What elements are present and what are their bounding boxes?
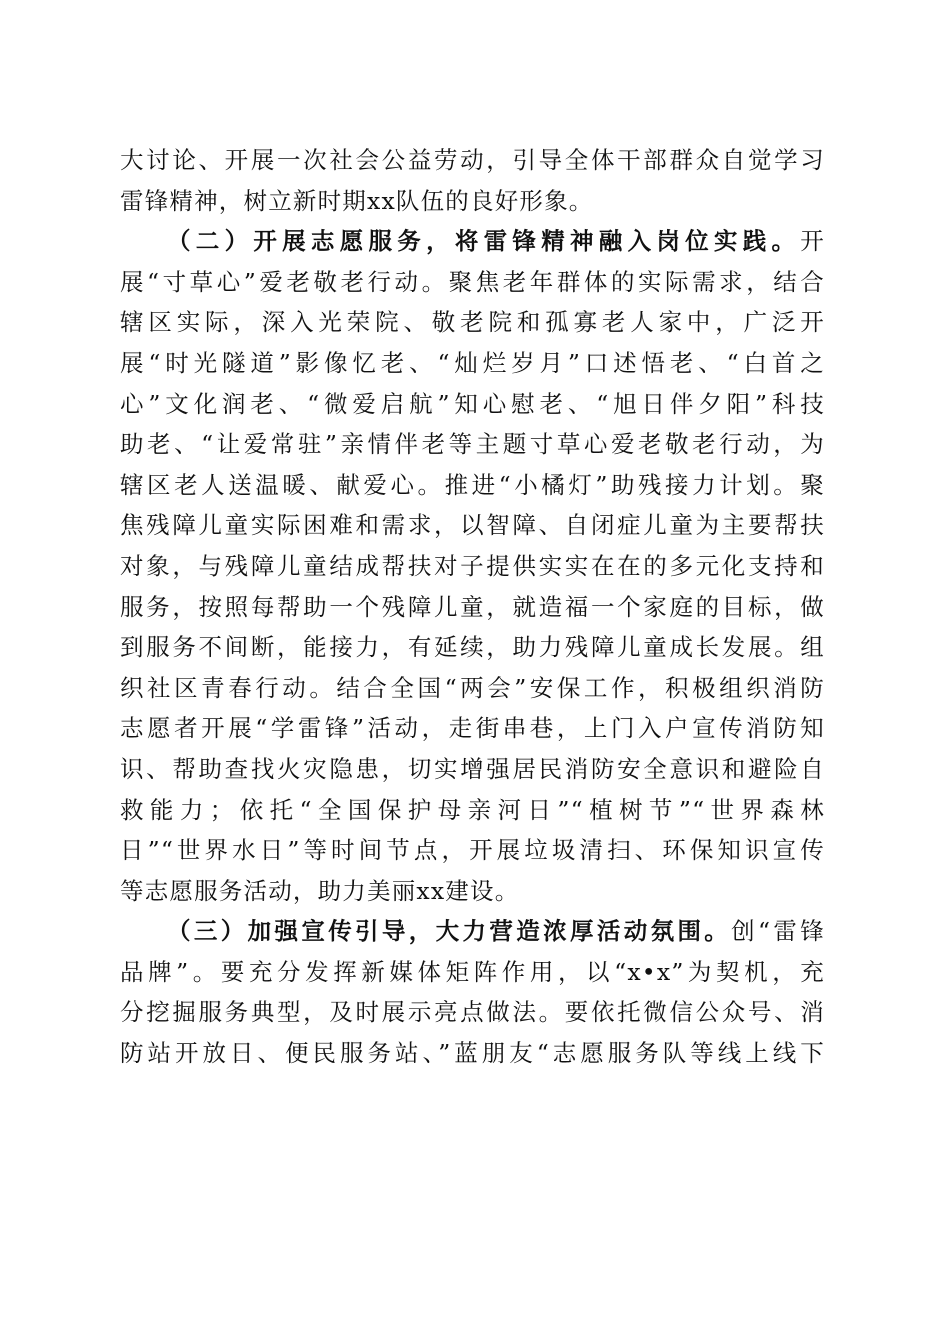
text-line: 织社区青春行动。结合全国“两会”安保工作，积极组织消防 [120, 673, 825, 702]
text-line: 大讨论、开展一次社会公益劳动，引导全体干部群众自觉学习 [120, 146, 825, 174]
text-line: 防站开放日、便民服务站、”蓝朋友“志愿服务队等线上线下 [120, 1039, 825, 1068]
text-line: 日”“世界水日”等时间节点，开展垃圾清扫、环保知识宣传 [120, 836, 825, 865]
text-line: 助老、“让爱常驻”亲情伴老等主题寸草心爱老敬老行动，为 [120, 430, 825, 459]
text-line: 志愿者开展“学雷锋”活动，走街串巷，上门入户宣传消防知 [120, 714, 825, 743]
text-line [120, 221, 825, 262]
text-line: 等志愿服务活动，助力美丽xx建设。 [120, 876, 520, 905]
text-line: 到服务不间断，能接力，有延续，助力残障儿童成长发展。组 [120, 633, 825, 662]
text-fragment: 创“雷锋 [731, 917, 825, 946]
text-line: 救能力；依托“全国保护母亲河日”“植树节”“世界森林 [120, 795, 825, 824]
body-text [120, 140, 825, 1074]
text-line: 心”文化润老、“微爱启航”知心慰老、“旭日伴夕阳”科技 [120, 389, 825, 418]
text-line [120, 911, 825, 952]
text-line: 服务，按照每帮助一个残障儿童，就造福一个家庭的目标，做 [120, 592, 825, 621]
text-line: 辖区实际，深入光荣院、敬老院和孤寡老人家中，广泛开 [120, 308, 825, 337]
paragraph-1 [120, 140, 825, 221]
text-line: 展“时光隧道”影像忆老、“灿烂岁月”口述悟老、“白首之 [120, 348, 825, 377]
text-line: 焦残障儿童实际困难和需求，以智障、自闭症儿童为主要帮扶 [120, 511, 825, 540]
text-line: 分挖掘服务典型，及时展示亮点做法。要依托微信公众号、消 [120, 998, 825, 1027]
paragraph-2 [120, 221, 825, 911]
text-line: 品牌”。要充分发挥新媒体矩阵作用，以“x•x”为契机，充 [120, 957, 825, 986]
text-fragment: 开 [800, 227, 825, 256]
paragraph-3 [120, 911, 825, 1073]
section-heading-3: （三）加强宣传引导，大力营造浓厚活动氛围。 [167, 917, 732, 946]
text-line: 雷锋精神，树立新时期xx队伍的良好形象。 [120, 186, 594, 215]
text-line: 对象，与残障儿童结成帮扶对子提供实实在在的多元化支持和 [120, 551, 825, 580]
text-line: 展“寸草心”爱老敬老行动。聚焦老年群体的实际需求，结合 [120, 267, 825, 296]
text-line: 辖区老人送温暖、献爱心。推进“小橘灯”助残接力计划。聚 [120, 470, 825, 499]
section-heading-2: （二）开展志愿服务，将雷锋精神融入岗位实践。 [167, 227, 801, 256]
text-line: 识、帮助查找火灾隐患，切实增强居民消防安全意识和避险自 [120, 754, 825, 783]
